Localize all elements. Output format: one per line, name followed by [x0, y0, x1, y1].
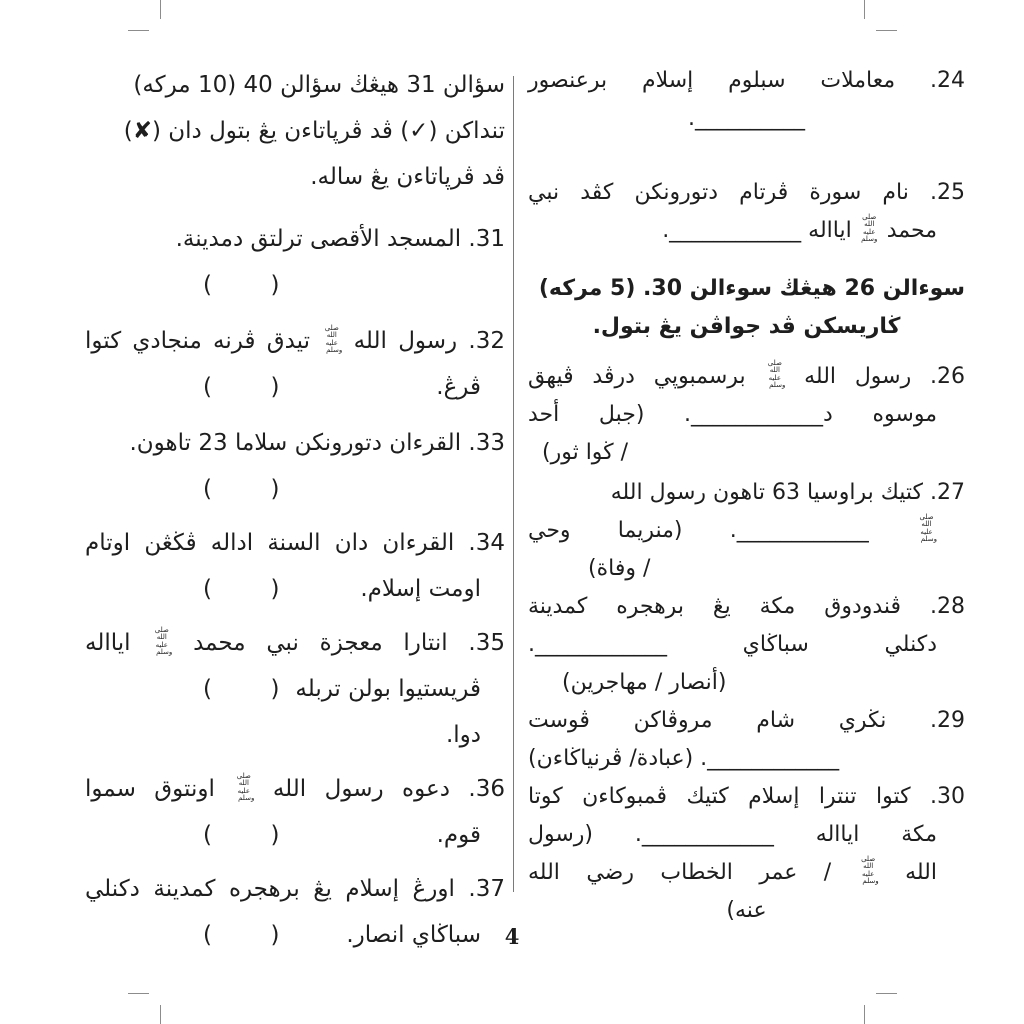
answer-bracket: ( )	[203, 476, 280, 502]
question-24	[528, 62, 965, 138]
question-29	[528, 702, 965, 778]
question-line-text: قوم.	[436, 822, 481, 848]
question-line: 31. المسجد الأقصى ترلتق دمدينة.	[175, 226, 505, 252]
answer-blank-line: دكنلي سباڬاي ____________.	[528, 632, 937, 657]
pbuh-symbol: صلى الله عليه وسلم	[919, 512, 937, 543]
answer-bracket: ( )	[203, 922, 280, 948]
option-line: / وفاة)	[588, 556, 651, 581]
crop-mark-bottom-right-v	[864, 1005, 865, 1024]
question-line	[528, 854, 965, 892]
crop-mark-top-left-v	[160, 0, 161, 19]
question-line: 37. اورڠ إسلام يڠ برهجره كمدينة دكنلي	[85, 876, 505, 902]
pbuh-symbol: صلى الله عليه وسلم	[154, 625, 173, 656]
question-36	[85, 766, 505, 858]
question-line: 34. القرءان دان السنة اداله ڤڬڠن اوتام	[85, 530, 505, 556]
question-line-text: ڤرڠ.	[436, 374, 481, 400]
question-line-text: ايااله	[85, 630, 131, 656]
question-line: 28. ڤندودوق مكة يڠ برهجره كمدينة	[528, 594, 965, 619]
question-answer-row	[85, 666, 505, 758]
crop-mark-top-right-h	[876, 30, 897, 31]
question-line: 33. القرءان دتورونكن سلاما 23 تاهون.	[129, 430, 505, 456]
question-line	[528, 358, 965, 396]
option-line: / ڬوا ثور)	[542, 440, 629, 465]
question-line: 30. كتوا تنترا إسلام كتيك ڤمبوكاءن كوتا	[528, 784, 965, 809]
question-line-text: 26. رسول الله	[804, 364, 965, 389]
pbuh-symbol: صلى الله عليه وسلم	[767, 358, 786, 389]
section-header-line: تنداكن ‏(✓) ڤد ڤرڽاتاءن يڠ بتول دان ‏(✘)	[123, 118, 505, 144]
question-33	[85, 420, 505, 512]
question-line-text: سباڬاي انصار.	[346, 922, 481, 948]
pbuh-symbol: صلى الله عليه وسلم	[861, 212, 878, 243]
pbuh-symbol: صلى الله عليه وسلم	[236, 771, 255, 802]
question-answer-row	[85, 812, 505, 858]
question-line-text: محمد	[886, 218, 937, 243]
section-header-31-40	[85, 62, 505, 200]
answer-blank-line: موسوه د____________. ‏(جبل أحد	[528, 402, 937, 427]
question-26	[528, 358, 965, 472]
question-line	[85, 766, 505, 812]
question-line: 24. معاملات سبلوم إسلام برعنصور	[528, 68, 965, 93]
question-line-text: ____________. ‏(منريما وحي	[528, 518, 869, 543]
answer-bracket: ( )	[203, 272, 280, 298]
question-line	[85, 620, 505, 666]
question-line-text: 32. رسول الله	[353, 328, 506, 354]
crop-mark-bottom-left-h	[128, 993, 149, 994]
question-31	[85, 216, 505, 308]
section-header-line: ڤد ڤرڽاتاءن يڠ ساله.	[310, 164, 505, 190]
answer-blank-line	[528, 512, 965, 550]
crop-mark-top-right-v	[864, 0, 865, 19]
answer-bracket: ( )	[203, 676, 280, 702]
option-line: عنه)	[726, 898, 767, 923]
answer-blank-line: مكة ايااله ____________. ‏(رسول	[528, 822, 937, 847]
column-divider	[513, 76, 514, 892]
question-line	[528, 212, 965, 250]
page-number: 4	[504, 924, 520, 949]
question-32	[85, 318, 505, 410]
question-line-text: / عمر الخطاب رضي الله	[528, 860, 832, 885]
question-line-text: تيدق ڤرنه منجادي كتوا	[85, 328, 311, 354]
section-header-line: ڬاريسكن ڤد جواڤن يڠ بتول.	[592, 314, 901, 339]
question-answer-row	[85, 466, 505, 512]
question-line-text: اومت إسلام.	[360, 576, 481, 602]
question-line-text: 36. دعوه رسول الله	[272, 776, 506, 802]
column-right	[528, 62, 965, 930]
question-line-text: ايااله ____________.	[662, 218, 852, 243]
question-line: 25. نام سورة ڤرتام دتورونكن كڤد نبي	[528, 180, 965, 205]
crop-mark-bottom-left-v	[160, 1005, 161, 1024]
crop-mark-top-left-h	[128, 30, 149, 31]
section-header-line: سؤالن 31 هيڠڬ سؤالن 40 ‏(10 مركه)	[133, 72, 505, 98]
answer-bracket: ( )	[203, 576, 280, 602]
question-30	[528, 778, 965, 930]
question-line-text: برسمبوڽي درڤد ڤيهق	[528, 364, 746, 389]
question-line: 27. كتيك براوسيا 63 تاهون رسول الله	[610, 480, 965, 505]
pbuh-symbol: صلى الله عليه وسلم	[861, 854, 879, 885]
question-line-text: 35. انتارا معجزة نبي محمد	[193, 630, 505, 656]
question-25	[528, 174, 965, 250]
answer-bracket: ( )	[203, 822, 280, 848]
pbuh-symbol: صلى الله عليه وسلم	[324, 323, 343, 354]
answer-blank-line: ____________. ‏(عبادة/ ڤرنياڬاءن)	[528, 746, 840, 771]
answer-blank-line: __________.	[688, 106, 805, 131]
answer-bracket: ( )	[203, 374, 280, 400]
question-35	[85, 620, 505, 758]
question-line: 29. نڬري شام مروڤاكن ڤوست	[528, 708, 965, 733]
crop-mark-bottom-right-h	[876, 993, 897, 994]
question-line-text: اونتوق سموا	[85, 776, 215, 802]
question-line	[85, 318, 505, 364]
section-header-26-30	[528, 270, 965, 346]
column-left	[85, 62, 505, 958]
question-34	[85, 520, 505, 612]
question-answer-row	[85, 364, 505, 410]
question-line-text: ڤريستيوا بولن تربله دوا.	[295, 676, 481, 748]
option-line: ‏(أنصار / مهاجرين)	[562, 670, 727, 695]
section-header-line: سوءالن 26 هيڠڬ سوءالن 30. ‏(5 مركه)	[538, 276, 965, 301]
question-27	[528, 474, 965, 588]
question-answer-row	[85, 566, 505, 612]
question-28	[528, 588, 965, 702]
question-answer-row	[85, 262, 505, 308]
question-line-text: الله	[905, 860, 937, 885]
